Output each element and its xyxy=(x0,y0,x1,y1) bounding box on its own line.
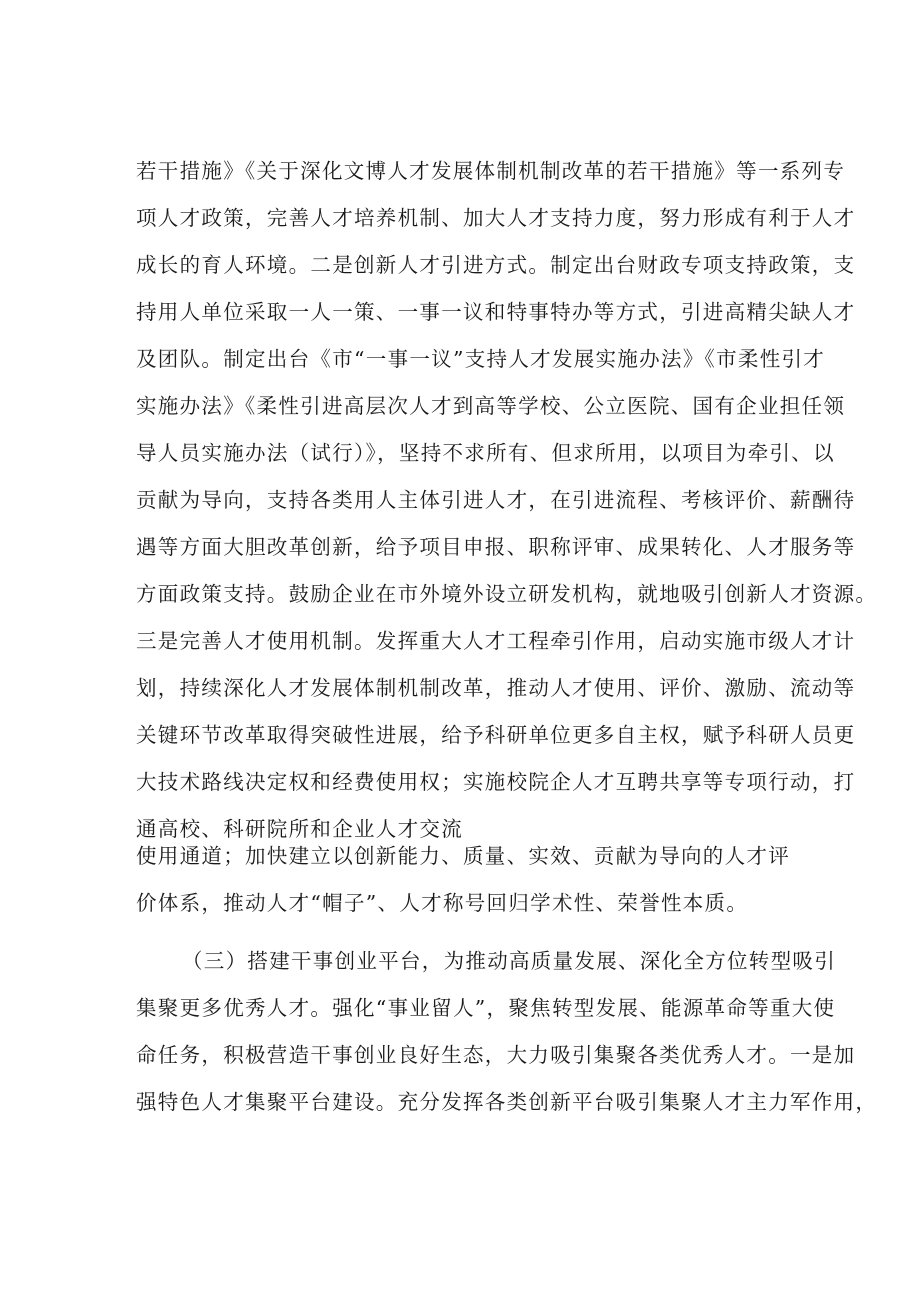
paragraph-line: 划，持续深化人才发展体制机制改革，推动人才使用、评价、激励、流动等 xyxy=(136,676,856,700)
paragraph-line: 方面政策支持。鼓励企业在市外境外设立研发机构，就地吸引创新人才资源。 xyxy=(136,582,878,606)
paragraph-line: 导人员实施办法（试行）》，坚持不求所有、但求所用，以项目为牵引、以 xyxy=(136,441,835,465)
paragraph-line: 及团队。制定出台《市“一事一议”支持人才发展实施办法》《市柔性引才 xyxy=(136,347,826,371)
paragraph-line: （三）搭建干事创业平台，为推动高质量发展、深化全方位转型吸引 xyxy=(182,949,836,973)
paragraph-line: 通高校、科研院所和企业人才交流 xyxy=(136,817,463,841)
paragraph-line: 命任务，积极营造干事创业良好生态，大力吸引集聚各类优秀人才。一是加 xyxy=(136,1043,856,1067)
paragraph-line: 强特色人才集聚平台建设。充分发挥各类创新平台吸引集聚人才主力军作用， xyxy=(136,1090,878,1114)
paragraph-line: 若干措施》《关于深化文博人才发展体制机制改革的若干措施》等一系列专 xyxy=(136,159,846,183)
paragraph-line: 大技术路线决定权和经费使用权；实施校院企人才互聘共享等专项行动，打 xyxy=(136,770,856,794)
paragraph-line: 使用通道；加快建立以创新能力、质量、实效、贡献为导向的人才评 xyxy=(136,844,790,868)
paragraph-line: 实施办法》《柔性引进高层次人才到高等学校、公立医院、国有企业担任领 xyxy=(136,394,846,418)
paragraph-line: 关键环节改革取得突破性进展，给予科研单位更多自主权，赋予科研人员更 xyxy=(136,723,856,747)
paragraph-line: 项人才政策，完善人才培养机制、加大人才支持力度，努力形成有利于人才 xyxy=(136,206,856,230)
paragraph-line: 遇等方面大胆改革创新，给予项目申报、职称评审、成果转化、人才服务等 xyxy=(136,535,856,559)
paragraph-line: 贡献为导向，支持各类用人主体引进人才，在引进流程、考核评价、薪酬待 xyxy=(136,488,856,512)
paragraph-line: 三是完善人才使用机制。发挥重大人才工程牵引作用，启动实施市级人才计 xyxy=(136,629,856,653)
paragraph-line: 持用人单位采取一人一策、一事一议和特事特办等方式，引进高精尖缺人才 xyxy=(136,300,856,324)
paragraph-line: 价体系，推动人才“帽子”、人才称号回归学术性、荣誉性本质。 xyxy=(136,891,749,915)
paragraph-line: 成长的育人环境。二是创新人才引进方式。制定出台财政专项支持政策，支 xyxy=(136,253,856,277)
paragraph-line: 集聚更多优秀人才。强化“事业留人”，聚焦转型发展、能源革命等重大使 xyxy=(136,996,836,1020)
